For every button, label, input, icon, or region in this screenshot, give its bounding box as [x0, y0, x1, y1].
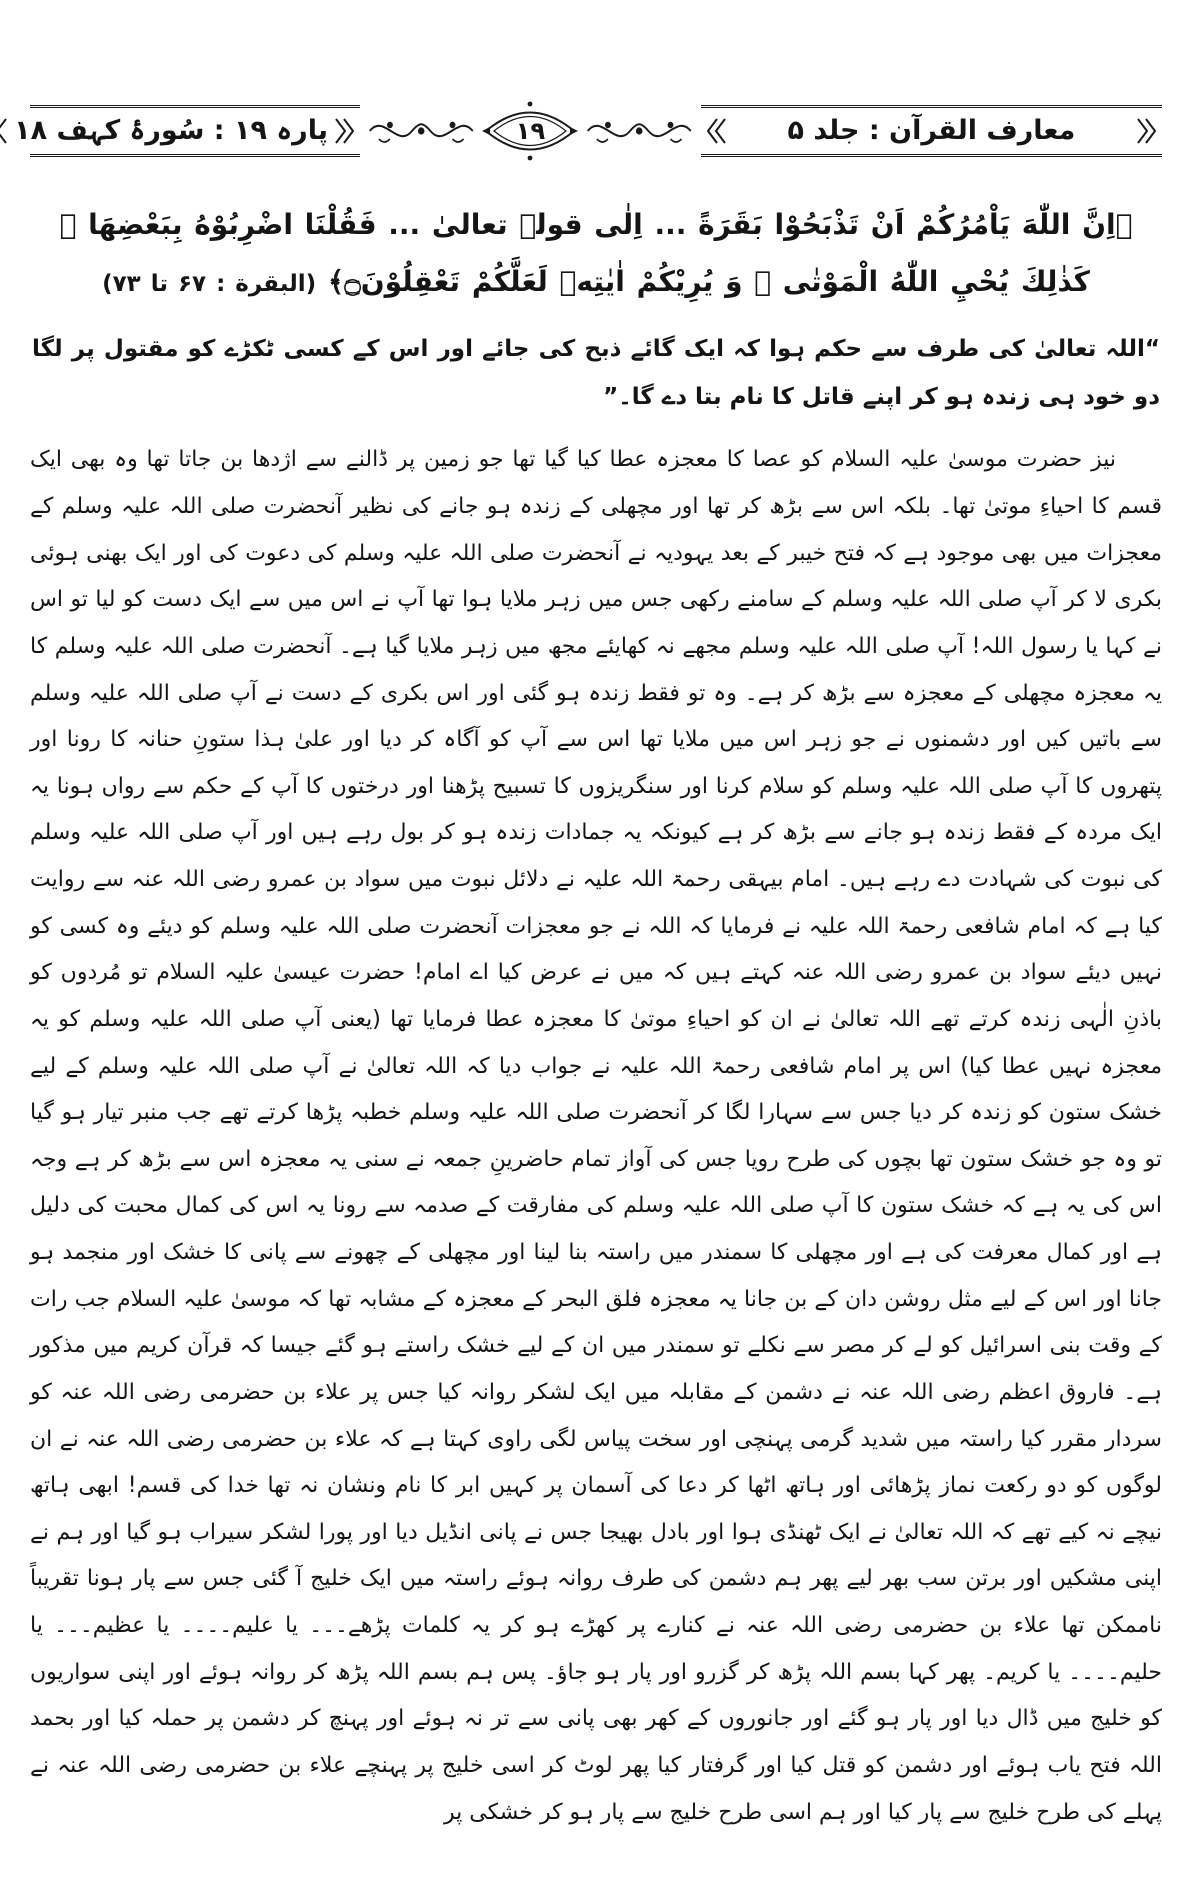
verse-reference: (البقرة : ۶۷ تا ۷۳) [102, 271, 317, 298]
header-title-left-panel [14, 105, 360, 157]
quran-verse-text: ﴿اِنَّ اللّٰهَ يَاْمُرُكُمْ اَنْ تَذْبَحُوْا بَقَرَةً ... اِلٰى قولہ تعالیٰ ... فَقُلْنَا اضْرِبُوْهُ بِبَعْضِهَا ۚ كَذٰلِكَ يُحْيِ اللّٰهُ الْمَوْتٰى ۙ وَ يُرِيْكُمْ اٰيٰتِهٖ لَعَلَّكُمْ تَعْقِلُوْنَ۝﴾ [59, 208, 1133, 299]
quran-verse-block [54, 196, 1138, 311]
page-number: ۱۹ [515, 117, 546, 145]
page-number-medallion [482, 100, 578, 162]
book-title: معارف القرآن : جلد ۵ [787, 114, 1076, 146]
ribbon-end-icon [1136, 118, 1156, 144]
verse-translation: “اللہ تعالیٰ کی طرف سے حکم ہوا کہ ایک گائے ذبح کی جائے اور اس کے کسی ٹکڑے کو مقتول پر لگا دو خود ہی زندہ ہو کر اپنے قاتل کا نام بتا دے گا۔” [32, 335, 1160, 411]
page-header [14, 100, 1162, 162]
header-title-right-panel [701, 105, 1162, 157]
ribbon-end-icon [0, 118, 8, 144]
ribbon-end-icon [334, 118, 354, 144]
para-surah-title: پارہ ۱۹ : سُورۂ کہف ۱۸ [14, 114, 328, 146]
ribbon-end-icon [707, 118, 727, 144]
commentary-paragraph: نیز حضرت موسیٰ علیہ السلام کو عصا کا معجزہ عطا کیا گیا تھا جو زمین پر ڈالنے سے اژدھا بن جاتا تھا وہ بھی ایک قسم کا احیاءِ موتیٰ تھا۔ بلکہ اس سے بڑھ کر تھا اور مچھلی کے زندہ ہو جانے کی نظیر آنحضرت صلی اللہ علیہ وسلم کے معجزات میں بھی موجود ہے کہ فتح خیبر کے بعد یہودیہ نے آنحضرت صلی اللہ علیہ وسلم کی دعوت کی اور ایک بھنی ہوئی بکری لا کر آپ صلی اللہ علیہ وسلم کے سامنے رکھی جس میں زہر ملایا ہوا تھا آپ نے اس میں سے ایک دست کو لیا تو اس نے کہا یا رسول اللہ! آپ صلی اللہ علیہ وسلم مجھے نہ کھایئے مجھ میں زہر ملایا گیا ہے۔ آنحضرت صلی اللہ علیہ وسلم کا یہ معجزہ مچھلی کے معجزہ سے بڑھ کر ہے۔ وہ تو فقط زندہ ہو گئی اور اس بکری کے دست نے آپ صلی اللہ علیہ وسلم سے باتیں کیں اور دشمنوں نے جو زہر اس میں ملایا تھا اس سے آپ کو آگاہ کر دیا اور علیٰ ہذا ستونِ حنانہ کا رونا اور پتھروں کا آپ صلی اللہ علیہ وسلم کو سلام کرنا اور سنگریزوں کا تسبیح پڑھنا اور درختوں کا آپ کے حکم سے رواں ہونا یہ ایک مردہ کے فقط زندہ ہو جانے سے بڑھ کر ہے کیونکہ یہ جمادات زندہ ہو کر بول رہے ہیں اور آپ صلی اللہ علیہ وسلم کی نبوت کی شہادت دے رہے ہیں۔ امام بیہقی رحمۃ اللہ علیہ نے دلائل نبوت میں سواد بن عمرو رضی اللہ عنہ سے روایت کیا ہے کہ امام شافعی رحمۃ اللہ علیہ نے فرمایا کہ اللہ نے جو معجزات آنحضرت صلی اللہ علیہ وسلم کو دیئے وہ کسی کو نہیں دیئے سواد بن عمرو رضی اللہ عنہ کہتے ہیں کہ میں نے عرض کیا اے امام! حضرت عیسیٰ علیہ السلام تو مُردوں کو باذنِ الٰہی زندہ کرتے تھے اللہ تعالیٰ نے ان کو احیاءِ موتیٰ کا معجزہ عطا فرمایا تھا (یعنی آپ صلی اللہ علیہ وسلم کو یہ معجزہ نہیں عطا کیا) اس پر امام شافعی رحمۃ اللہ علیہ نے جواب دیا کہ اللہ تعالیٰ نے آپ صلی اللہ علیہ وسلم کے لیے خشک ستون کو زندہ کر دیا جس سے سہارا لگا کر آنحضرت صلی اللہ علیہ وسلم خطبہ پڑھا کرتے تھے جب منبر تیار ہو گیا تو وہ جو خشک ستون تھا بچوں کی طرح رویا جس کی آواز تمام حاضرینِ جمعہ نے سنی یہ معجزہ اس سے بڑھ کر ہے وجہ اس کی یہ ہے کہ خشک ستون کا آپ صلی اللہ علیہ وسلم کی مفارقت کے صدمہ سے رونا یہ اس کی کمال محبت کی دلیل ہے اور کمال معرفت کی ہے اور مچھلی کا سمندر میں راستہ بنا لینا اور مچھلی کے چھونے سے پانی کا خشک اور منجمد ہو جانا اور اس کے لیے مثل روشن دان کے بن جانا یہ معجزہ فلق البحر کے معجزہ کے مشابہ تھا کہ موسیٰ علیہ السلام جب رات کے وقت بنی اسرائیل کو لے کر مصر سے نکلے تو سمندر میں ان کے لیے خشک راستے ہو گئے جیسا کہ قرآن کریم میں مذکور ہے۔ فاروق اعظم رضی اللہ عنہ نے دشمن کے مقابلہ میں ایک لشکر روانہ کیا جس پر علاء بن حضرمی رضی اللہ عنہ کو سردار مقرر کیا راستہ میں شدید گرمی پہنچی اور سخت پیاس لگی راوی کہتا ہے کہ علاء بن حضرمی رضی اللہ عنہ نے ان لوگوں کو دو رکعت نماز پڑھائی اور ہاتھ اٹھا کر دعا کی آسمان پر کہیں ابر کا نام ونشان نہ تھا خدا کی قسم! ابھی ہاتھ نیچے نہ کیے تھے کہ اللہ تعالیٰ نے ایک ٹھنڈی ہوا اور بادل بھیجا جس نے پانی انڈیل دیا اور پورا لشکر سیراب ہو گیا اور ہم نے اپنی مشکیں اور برتن سب بھر لیے پھر ہم دشمن کی طرف روانہ ہوئے راستہ میں ایک خلیج آ گئی جس سے پار ہونا تقریباً ناممکن تھا علاء بن حضرمی رضی اللہ عنہ نے کنارے پر کھڑے ہو کر یہ کلمات پڑھے۔۔۔ یا علیم۔۔۔۔ یا عظیم۔۔۔ یا حلیم۔۔۔۔ یا کریم۔ پھر کہا بسم اللہ پڑھ کر گزرو اور پار ہو جاؤ۔ پس ہم بسم اللہ پڑھ کر روانہ ہوئے اور اپنی سواریوں کو خلیج میں ڈال دیا اور پار ہو گئے اور جانوروں کے کھر بھی پانی سے تر نہ ہوئے اور پہنچ کر دشمن پر حملہ کیا اور بحمد اللہ فتح یاب ہوئے اور دشمن کو قتل کیا اور گرفتار کیا پھر لوٹ کر اسی خلیج پر پہنچے علاء بن حضرمی رضی اللہ عنہ نے پہلے کی طرح خلیج سے پار کیا اور ہم اسی طرح خلیج سے پار ہو کر خشکی پر [30, 447, 1162, 1825]
floral-ornament-icon [366, 111, 476, 151]
floral-ornament-icon [584, 111, 694, 151]
